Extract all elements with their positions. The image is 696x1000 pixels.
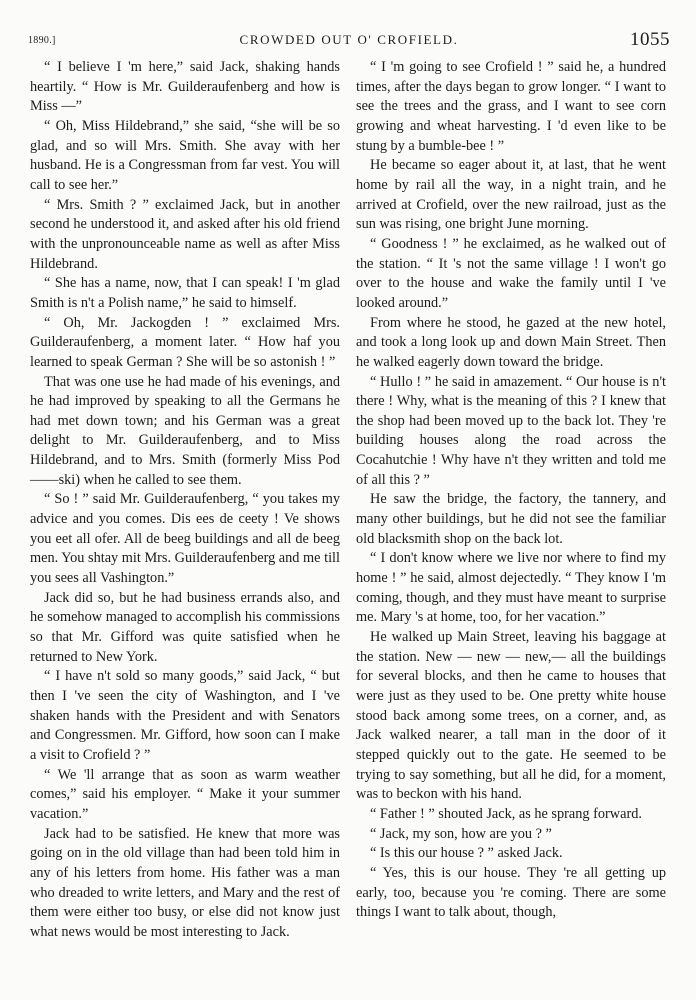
paragraph: “ She has a name, now, that I can speak! I 'm glad Smith is n't a Polish name,” he said to himself. [30, 275, 340, 311]
paragraph: That was one use he had made of his evenings, and he had improved by speaking to all the Germans he had met down town; and his German was a great delight to Mr. Guilderaufenberg, and to Miss Hildebrand, and to Mrs. Smith (formerly Miss Pod——ski) when he called to see them. [30, 373, 340, 488]
paragraph: “ Yes, this is our house. They 're all getting up early, too, because you 're coming. There are some things I want to talk about, though, [356, 864, 666, 921]
paragraph: “ Is this our house ? ” asked Jack. [370, 845, 563, 862]
right-column [356, 58, 666, 923]
paragraph: “ Mrs. Smith ? ” exclaimed Jack, but in another second he understood it, and asked after his old friend with the unpronounceable name as well as after Miss Hildebrand. [30, 196, 340, 272]
paragraph: Jack did so, but he had business errands also, and he somehow managed to accomplish his commissions so that Mr. Gifford was quite satisfied when he returned to New York. [30, 589, 340, 665]
paragraph: “ Hullo ! ” he said in amazement. “ Our house is n't there ! Why, what is the meaning of this ? I knew that the shop had been moved up to the back lot. They 're building houses along the road across the Cocahutchie ! Why have n't they written and told me of all this ? ” [356, 373, 666, 488]
running-head-date: 1890.] [28, 35, 56, 46]
left-column [30, 58, 340, 943]
paragraph: “ I believe I 'm here,” said Jack, shaking hands heartily. “ How is Mr. Guilderaufenberg and how is Miss —” [30, 59, 340, 115]
running-head [28, 30, 670, 52]
paragraph: “ I 'm going to see Crofield ! ” said he, a hundred times, after the days began to grow longer. “ I want to see the trees and the grass, and I want to see corn growing and wheat harvesting. I 'd even like to be stung by a bumble-bee ! ” [356, 59, 666, 154]
page-number: 1055 [630, 29, 670, 50]
paragraph: “ I have n't sold so many goods,” said Jack, “ but then I 've seen the city of Washington, and I 've shaken hands with the President and with Senators and Congressmen. Mr. Gifford, how soon can I make a visit to Crofield ? ” [30, 668, 340, 763]
paragraph: “ So ! ” said Mr. Guilderaufenberg, “ you takes my advice and you comes. Dis ees de ceety ! Ve shows you eet all ofer. All de beeg buildings and all de beeg men. You shtay mit Mrs. Guilderaufenberg and me till you sees all Vashington.” [30, 491, 340, 587]
paragraph: “ Father ! ” shouted Jack, as he sprang forward. [370, 805, 642, 822]
running-head-title: CROWDED OUT O' CROFIELD. [239, 32, 459, 47]
paragraph: “ Jack, my son, how are you ? ” [370, 825, 552, 842]
paragraph: “ Oh, Miss Hildebrand,” she said, “she will be so glad, and so will Mrs. Smith. She avay with her husband. He is a Congressman from far vest. You will call to see her.” [30, 117, 340, 193]
paragraph: “ Oh, Mr. Jackogden ! ” exclaimed Mrs. Guilderaufenberg, a moment later. “ How haf you learned to speak German ? She will be so astonish ! ” [30, 314, 340, 370]
paragraph: He walked up Main Street, leaving his baggage at the station. New — new — new,— all the buildings for several blocks, and then he came to houses that were just as they used to be. One pretty white house stood back among some trees, on a corner, and, as Jack walked nearer, a tall man in the door of it stepped quickly out to the gate. He seemed to be trying to say something, but all he did, for a moment, was to beckon with his hand. [356, 629, 666, 803]
paragraph: “ Goodness ! ” he exclaimed, as he walked out of the station. “ It 's not the same village ! I won't go over to the house and wake the family until I 've looked around.” [356, 235, 666, 311]
paragraph: He became so eager about it, at last, that he went home by rail all the way, in a night train, and he arrived at Crofield, over the new railroad, just as the sun was rising, one bright June morning. [356, 157, 666, 233]
paragraph: Jack had to be satisfied. He knew that more was going on in the old village than had been told him in any of his letters from home. His father was a man who dreaded to write letters, and Mary and the rest of them were either too busy, or else did not know just what news would be most interesting to Jack. [30, 825, 340, 940]
paragraph: He saw the bridge, the factory, the tannery, and many other buildings, but he did not see the familiar old blacksmith shop on the back lot. [356, 491, 666, 547]
paragraph: From where he stood, he gazed at the new hotel, and took a long look up and down Main Street. Then he walked eagerly down toward the bridge. [356, 314, 666, 370]
paragraph: “ I don't know where we live nor where to find my home ! ” he said, almost dejectedly. “ They know I 'm coming, though, and they must have meant to surprise me. Mary 's at home, too, for her vacation.” [356, 550, 666, 626]
paragraph: “ We 'll arrange that as soon as warm weather comes,” said his employer. “ Make it your summer vacation.” [30, 766, 340, 822]
